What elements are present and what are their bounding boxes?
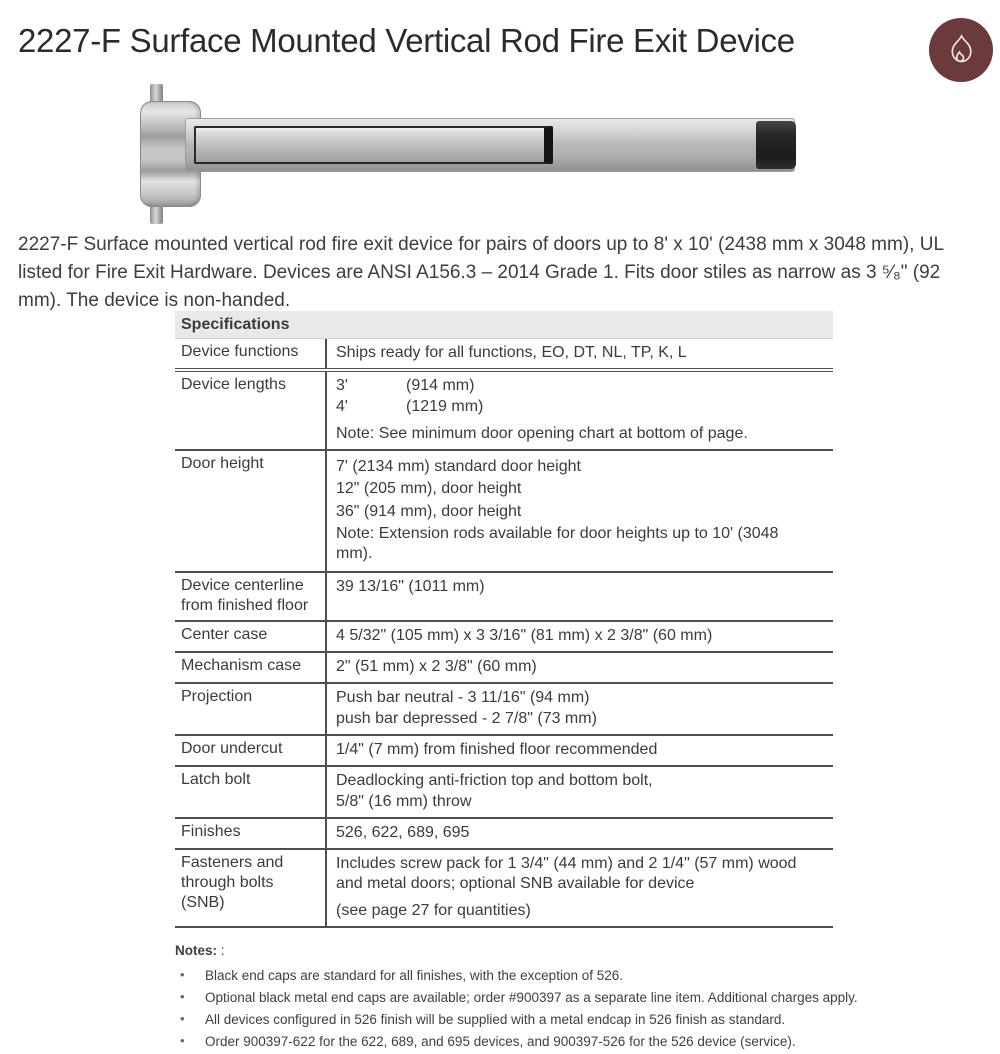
spec-value (325, 451, 833, 571)
spec-row-door-undercut (175, 736, 833, 767)
spec-label: Finishes (181, 822, 241, 840)
spec-value-line: 4 5/32" (105 mm) x 3 3/16" (81 mm) x 2 3/8" (60 mm) (336, 626, 713, 644)
spec-row-center-case (175, 622, 833, 653)
length-mm: (914 mm) (406, 377, 475, 394)
spec-row-finishes (175, 819, 833, 850)
spec-value (325, 767, 833, 817)
spec-label: Latch bolt (181, 770, 251, 788)
notes-heading (175, 941, 995, 960)
spec-row-latch-bolt (175, 767, 833, 819)
spec-row-device-lengths (175, 372, 833, 451)
spec-value (325, 684, 833, 734)
spec-label: Fasteners and through bolts (SNB) (181, 853, 284, 911)
length-entry (336, 376, 825, 396)
spec-label: Mechanism case (181, 656, 302, 674)
spec-note: Note: See minimum door opening chart at bottom of page. (336, 425, 748, 442)
spec-value-line: Includes screw pack for 1 3/4" (44 mm) and 2 1/4" (57 mm) wood and metal doors; optional SNB available for device (336, 854, 797, 892)
specifications-table (175, 311, 833, 928)
spec-row-device-functions (175, 339, 833, 372)
specifications-header: Specifications (175, 311, 833, 339)
spec-value-line: 5/8" (16 mm) throw (336, 792, 472, 810)
note-item: • All devices configured in 526 finish will be supplied with a metal endcap in 526 finish as standard. (180, 1010, 995, 1029)
spec-value (325, 850, 833, 926)
spec-row-fasteners (175, 850, 833, 928)
spec-value (325, 573, 833, 620)
spec-value (325, 653, 833, 682)
fire-icon (929, 18, 993, 82)
spec-value-line: 36" (914 mm), door height (336, 502, 522, 520)
device-bar (185, 118, 795, 172)
spec-row-door-height (175, 451, 833, 573)
spec-row-device-centerline (175, 573, 833, 622)
spec-label: Device lengths (181, 376, 286, 393)
note-item: • Black end caps are standard for all finishes, with the exception of 526. (180, 966, 995, 985)
spec-label: Door undercut (181, 739, 283, 757)
push-rail (194, 126, 553, 164)
spec-value-line: 1/4" (7 mm) from finished floor recommended (336, 740, 658, 758)
spec-value-line: Push bar neutral - 3 11/16" (94 mm) (336, 688, 590, 706)
content-column (175, 311, 997, 1054)
spec-value-line: Ships ready for all functions, EO, DT, NL, TP, K, L (336, 344, 687, 361)
flame-icon (943, 32, 979, 68)
length-mm: (1219 mm) (406, 398, 484, 415)
spec-value (325, 372, 833, 449)
product-description: 2227-F Surface mounted vertical rod fire exit device for pairs of doors up to 8' x 10' (2438 mm x 3048 mm), UL listed for Fire Exit Hardware. Devices are ANSI A156.3 – 2014 Grade 1. Fits door stiles as narrow as 3 ⁵⁄₈" (92 mm). The device is non-handed. (18, 234, 944, 311)
spec-value (325, 339, 833, 368)
spec-note: Note: Extension rods available for door heights up to 10' (3048 mm). (336, 525, 779, 562)
notes-list (175, 966, 995, 1051)
spec-value-line: 7' (2134 mm) standard door height (336, 457, 581, 475)
spec-value (325, 819, 833, 848)
spec-row-mechanism-case (175, 653, 833, 684)
end-cap (756, 121, 796, 169)
length-size: 4' (336, 398, 348, 415)
notes-section (175, 941, 995, 1051)
spec-value (325, 622, 833, 651)
spec-label: Center case (181, 625, 268, 643)
spec-label: Door height (181, 455, 264, 472)
spec-value-line: 12" (205 mm), door height (336, 480, 522, 497)
spec-label: Projection (181, 687, 253, 705)
spec-row-projection (175, 684, 833, 736)
note-item: • Order 900397-622 for the 622, 689, and 695 devices, and 900397-526 for the 526 device (service). (180, 1032, 995, 1051)
spec-value-line: (see page 27 for quantities) (336, 901, 531, 919)
spec-label: Device centerline from finished floor (181, 576, 309, 614)
length-size: 3' (336, 377, 348, 394)
spec-label: Device functions (181, 343, 299, 360)
length-entry (336, 397, 825, 417)
spec-value (325, 736, 833, 765)
page-title: 2227-F Surface Mounted Vertical Rod Fire Exit Device (18, 22, 795, 59)
spec-value-line: push bar depressed - 2 7/8" (73 mm) (336, 709, 597, 727)
notes-suffix: : (217, 942, 225, 958)
spec-value-line: 526, 622, 689, 695 (336, 823, 470, 841)
product-image (140, 84, 800, 224)
spec-value-line: Deadlocking anti-friction top and bottom bolt, (336, 771, 653, 789)
spec-value-line: 39 13/16" (1011 mm) (336, 577, 485, 595)
spec-value-line: 2" (51 mm) x 2 3/8" (60 mm) (336, 657, 537, 675)
note-item: • Optional black metal end caps are available; order #900397 as a separate line item. Additional charges apply. (180, 988, 995, 1007)
notes-label: Notes: (175, 942, 218, 958)
